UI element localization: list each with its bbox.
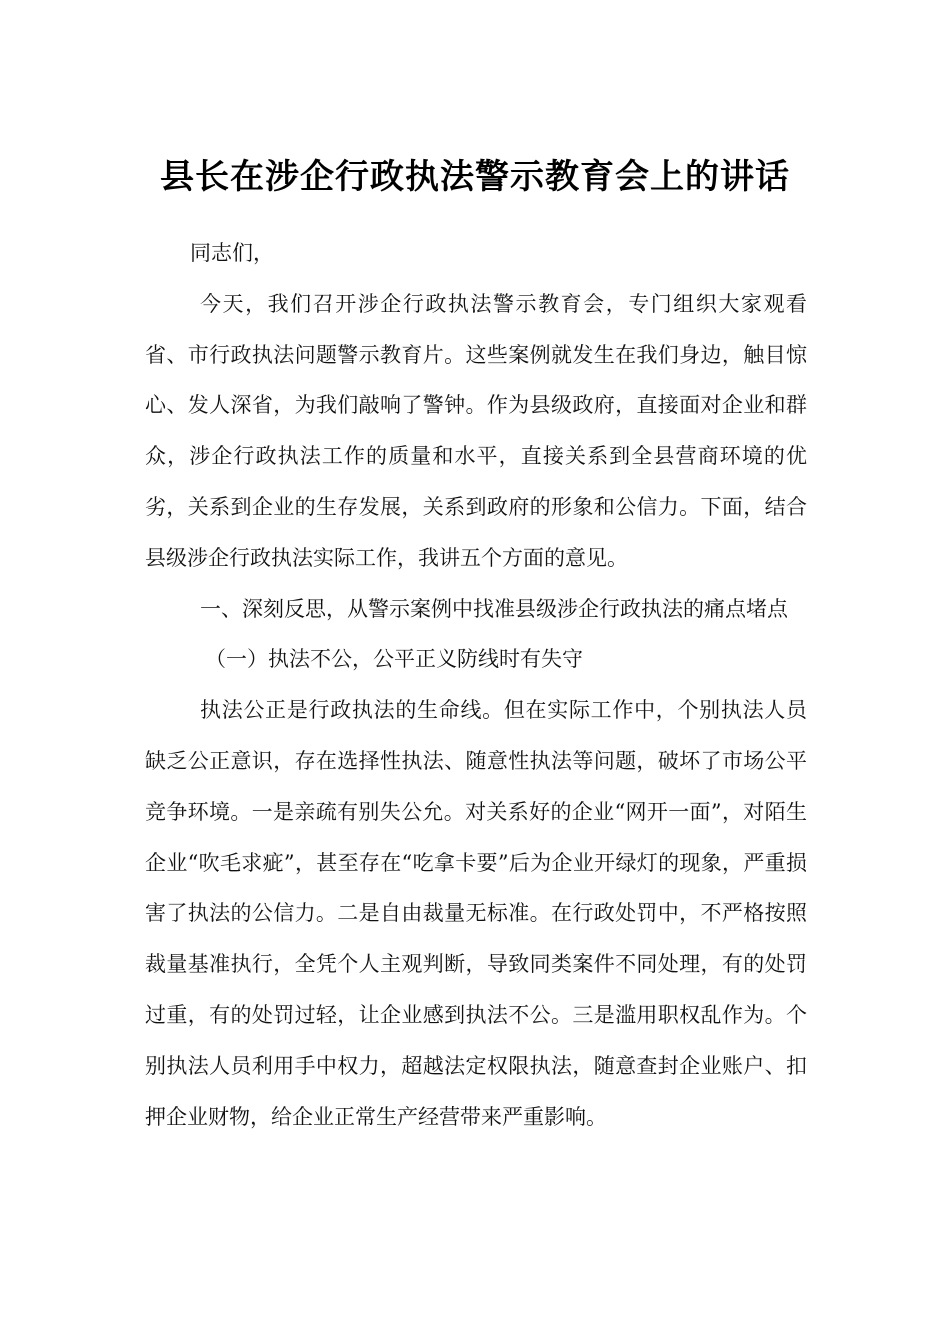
- document-body: [145, 228, 807, 1142]
- body-paragraph: 执法公正是行政执法的生命线。但在实际工作中，个别执法人员缺乏公正意识，存在选择性执法、随意性执法等问题，破坏了市场公平竞争环境。一是亲疏有别失公允。对关系好的企业“网开一面”，对陌生企业“吹毛求疵”，甚至存在“吃拿卡要”后为企业开绿灯的现象，严重损害了执法的公信力。二是自由裁量无标准。在行政处罚中，不严格按照裁量基准执行，全凭个人主观判断，导致同类案件不同处理，有的处罚过重，有的处罚过轻，让企业感到执法不公。三是滥用职权乱作为。个别执法人员利用手中权力，超越法定权限执法，随意查封企业账户、扣押企业财物，给企业正常生产经营带来严重影响。: [145, 698, 807, 1129]
- salutation: 同志们，: [190, 241, 274, 265]
- subsection-heading: （一）执法不公，公平正义防线时有失守: [205, 647, 583, 672]
- section-heading: 一、深刻反思，从警示案例中找准县级涉企行政执法的痛点堵点: [200, 596, 788, 621]
- intro-paragraph: 今天，我们召开涉企行政执法警示教育会，专门组织大家观看省、市行政执法问题警示教育片。这些案例就发生在我们身边，触目惊心、发人深省，为我们敲响了警钟。作为县级政府，直接面对企业和群众，涉企行政执法工作的质量和水平，直接关系到全县营商环境的优劣，关系到企业的生存发展，关系到政府的形象和公信力。下面，结合县级涉企行政执法实际工作，我讲五个方面的意见。: [145, 291, 807, 570]
- document-title: 县长在涉企行政执法警示教育会上的讲话: [160, 156, 790, 197]
